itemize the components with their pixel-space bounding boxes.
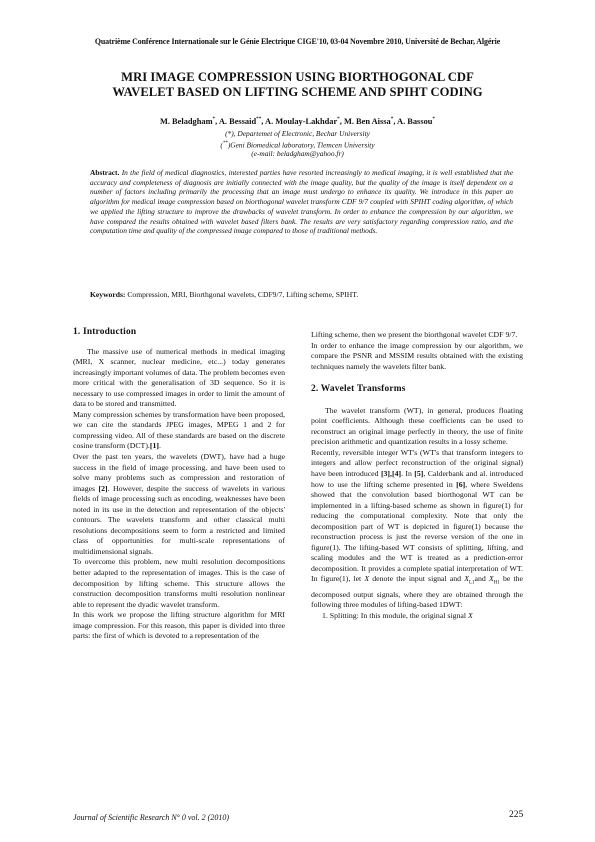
author-name: M. Ben Aissa — [343, 116, 391, 126]
page-number: 225 — [509, 810, 524, 820]
abstract-label: Abstract. — [90, 168, 120, 177]
journal-footer: Journal of Scientific Research N° 0 vol. 2 (2010) — [73, 813, 229, 822]
author-mark: * — [432, 116, 436, 122]
conference-header: Quatrième Conférence Internationale sur le Génie Electrique CIGE'10, 03-04 Novembre 2010, Université de Bechar, Algérie — [94, 37, 501, 46]
author-mark: ** — [256, 116, 262, 122]
citation: [1] — [149, 441, 159, 451]
keywords-text: Compression, MRI, Biorthgonal wavelets, CDF9/7, Lifting scheme, SPIHT. — [127, 290, 359, 299]
paragraph: Lifting scheme, then we present the biorthgonal wavelet CDF 9/7. — [311, 330, 518, 339]
list-item: 1. Splitting: In this module, the original signal X — [322, 610, 473, 620]
section-heading-wavelet-transforms: 2. Wavelet Transforms — [311, 384, 406, 395]
title-line-2: WAVELET BASED ON LIFTING SCHEME AND SPIHT CODING — [112, 85, 483, 99]
paragraph: The massive use of numerical methods in medical imaging (MRI, X scanner, nuclear medicine, etc...) today generates increasingly important volumes of data. The problem becomes even more critical with the generalisation of 3D sequence. So it is necessary to use compressed images in order to limit the amount of data to be stored and transmitted. — [73, 346, 285, 409]
paragraph: To overcome this problem, new multi resolution decompositions better adapted to the representation of images. This is the case of decomposition by lifting scheme. This structure allows the construction decomposition transforms multi resolution nonlinear able to represent the dyadic wavelet transform. — [73, 557, 285, 609]
right-column — [311, 330, 523, 621]
author-name: A. Bessaid — [218, 116, 257, 126]
paragraph: In order to enhance the image compression by our algorithm, we compare the PSNR and MSSIM results obtained with the existing techniques namely the wavelets filter bank. — [311, 340, 523, 371]
author-email: (e-mail: beladgham@yahoo.fr) — [251, 149, 344, 158]
author-mark: * — [337, 116, 340, 122]
abstract-text: In the field of medical diagnostics, interested parties have resorted increasingly to medical imaging, it is well established that the accuracy and completeness of diagnosis are initially connected with the image quality, but the quality of the image is itself dependent on a number of factors including primarily the processing that an image must undergo to enhance its quality. We introduce in this paper an algorithm for medical image compression based on biorthogonal wavelet transform CDF 9/7 coupled with SPIHT coding algorithm, of which we applied the lifting structure to improve the drawbacks of wavelet transform. In order to enhance the compression by our algorithm, we have compared the results obtained with wavelet based filters bank. The results are very satisfactory regarding compression ratio, and the computation time and quality of the compressed image compared to those of traditional methods. — [90, 168, 513, 236]
math-variable: $X_{L1}$ — [464, 574, 475, 587]
section-heading-introduction: 1. Introduction — [73, 327, 137, 337]
paper-title — [60, 70, 535, 100]
citation: [6] — [456, 479, 466, 489]
math-variable: $X_{H1}$ — [488, 574, 500, 587]
keywords — [90, 290, 520, 299]
author-name: M. Beladgham — [159, 116, 213, 126]
affiliation-2: (**)Geni Biomedical laboratory, Tlemcen University — [220, 140, 375, 150]
citation: [5] — [414, 469, 424, 479]
paragraph: Recently, reversible integer WT's (WT's that transform integers to integers and allow perfect reconstruction of the original signal) have been introduced [3],[4]. In [5], Calderbank and al. introduced how to use the lifting scheme presented in [6], where Sweldens showed that the convolution based biorthogonal WT can be implemented in a lifting-based scheme as shown in figure(1) for reducing the computational complexity. Note that only the decomposition part of WT is depicted in figure(1) because the reconstruction process is just the reverse version of the one in figure(1). The lifting-based WT consists of splitting, lifting, and scaling modules and the WT is treated as a prediction-error decomposition. It provides a complete spatial interpretation of WT. In figure(1), let X denote the input signal and $X_{L1}and$ $X_{H1}$ be the decomposed output signals, where they are obtained through the following three modules of lifting-based 1DWT: — [311, 447, 523, 610]
keywords-label: Keywords: — [90, 290, 126, 299]
affiliation-1: (*), Departemet of Electronic, Bechar University — [225, 129, 370, 138]
author-mark: * — [390, 116, 394, 122]
citation: [2] — [98, 483, 108, 493]
citation: [3],[4] — [380, 469, 402, 479]
paragraph: Many compression schemes by transformation have been proposed, we can cite the standards JPEG images, MPEG 1 and 2 for compressing video. All of these standards are based on the discrete cosine transform (DCT).[1]. — [73, 409, 285, 451]
paragraph: Over the past ten years, the wavelets (DWT), have had a huge success in the field of image processing, and have been used to solve many problems such as compression and restoration of images [2]. However, despite the success of wavelets in various fields of image processing such as encoding, weaknesses have been noted in its use in the detection and representation of the objects' contours. The wavelets transform and other classical multi resolutions decompositions seem to form a restricted and limited class of opportunities for multi-scale representations of multidimensional signals. — [73, 452, 285, 556]
paragraph: In this work we propose the lifting structure algorithm for MRI image compression. For this reason, this paper is divided into three parts: the first of which is devoted to a representation of the — [73, 610, 285, 641]
author-list: M. Beladgham*, A. Bessaid**, A. Moulay-Lakhdar*, M. Ben Aissa*, A. Bassou* — [159, 116, 436, 126]
title-line-1: MRI IMAGE COMPRESSION USING BIORTHOGONAL CDF — [121, 70, 474, 84]
abstract — [90, 168, 513, 236]
math-variable: X — [364, 574, 370, 584]
author-name: A. Moulay-Lakhdar — [265, 116, 338, 126]
author-mark: * — [212, 116, 216, 122]
left-column — [73, 327, 285, 642]
paragraph: The wavelet transform (WT), in general, produces floating point coefficients. Although these coefficients can be used to reconstruct an original image perfectly in theory, the use of finite precision arithmetic and quantization results in a lossy scheme. — [311, 405, 523, 447]
author-name: A. Bassou — [397, 116, 433, 126]
